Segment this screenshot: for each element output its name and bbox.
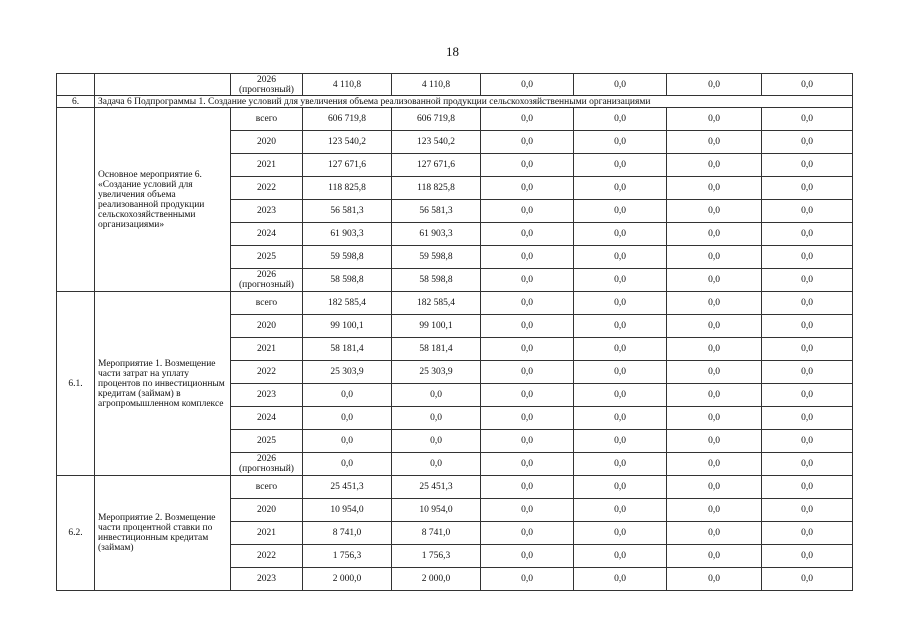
year-cell: 2021: [231, 154, 303, 177]
value-cell: 4 110,8: [303, 74, 392, 96]
year-cell: 2025: [231, 246, 303, 269]
value-cell: 0,0: [667, 131, 762, 154]
value-cell: 0,0: [667, 292, 762, 315]
value-cell: 0,0: [667, 315, 762, 338]
value-cell: 0,0: [574, 223, 667, 246]
year-cell: 2025: [231, 430, 303, 453]
value-cell: 0,0: [481, 200, 574, 223]
value-cell: 0,0: [762, 361, 853, 384]
value-cell: 0,0: [762, 430, 853, 453]
value-cell: 0,0: [762, 292, 853, 315]
year-cell: 2020: [231, 499, 303, 522]
value-cell: 0,0: [762, 131, 853, 154]
year-cell: 2021: [231, 338, 303, 361]
value-cell: 0,0: [574, 74, 667, 96]
value-cell: 0,0: [574, 200, 667, 223]
value-cell: 0,0: [574, 154, 667, 177]
value-cell: 0,0: [667, 177, 762, 200]
value-cell: 59 598,8: [392, 246, 481, 269]
value-cell: 10 954,0: [303, 499, 392, 522]
value-cell: 0,0: [574, 407, 667, 430]
value-cell: 61 903,3: [303, 223, 392, 246]
value-cell: 0,0: [481, 131, 574, 154]
task-number-cell: 6.: [57, 96, 95, 108]
value-cell: 10 954,0: [392, 499, 481, 522]
value-cell: 0,0: [481, 177, 574, 200]
value-cell: 0,0: [762, 338, 853, 361]
value-cell: 59 598,8: [303, 246, 392, 269]
task-title-cell: Задача 6 Подпрограммы 1. Создание условий для увеличения объема реализованной продукции сельскохозяйственными организациями: [95, 96, 853, 108]
value-cell: 1 756,3: [392, 545, 481, 568]
year-cell: 2022: [231, 545, 303, 568]
value-cell: 0,0: [667, 568, 762, 591]
value-cell: 0,0: [392, 407, 481, 430]
value-cell: 0,0: [481, 338, 574, 361]
value-cell: 0,0: [762, 522, 853, 545]
value-cell: 0,0: [481, 499, 574, 522]
value-cell: 4 110,8: [392, 74, 481, 96]
value-cell: 0,0: [574, 568, 667, 591]
value-cell: 0,0: [481, 154, 574, 177]
value-cell: 56 581,3: [392, 200, 481, 223]
value-cell: 0,0: [574, 315, 667, 338]
value-cell: 0,0: [574, 338, 667, 361]
value-cell: 0,0: [392, 430, 481, 453]
value-cell: 123 540,2: [303, 131, 392, 154]
value-cell: 0,0: [667, 430, 762, 453]
year-cell: 2022: [231, 177, 303, 200]
value-cell: 0,0: [303, 407, 392, 430]
value-cell: 0,0: [481, 361, 574, 384]
value-cell: 0,0: [762, 74, 853, 96]
value-cell: 0,0: [481, 269, 574, 292]
name-cell: [95, 74, 231, 96]
value-cell: 0,0: [481, 545, 574, 568]
page-number: 18: [446, 44, 459, 59]
value-cell: 2 000,0: [303, 568, 392, 591]
value-cell: 0,0: [667, 74, 762, 96]
number-cell: [57, 74, 95, 96]
year-cell: 2023: [231, 200, 303, 223]
value-cell: 0,0: [667, 476, 762, 499]
value-cell: 0,0: [574, 430, 667, 453]
value-cell: 99 100,1: [303, 315, 392, 338]
value-cell: 0,0: [481, 246, 574, 269]
value-cell: 0,0: [481, 522, 574, 545]
value-cell: 8 741,0: [392, 522, 481, 545]
value-cell: 0,0: [574, 545, 667, 568]
value-cell: 0,0: [667, 246, 762, 269]
value-cell: 99 100,1: [392, 315, 481, 338]
value-cell: 127 671,6: [392, 154, 481, 177]
value-cell: 118 825,8: [303, 177, 392, 200]
value-cell: 0,0: [762, 200, 853, 223]
value-cell: 0,0: [667, 108, 762, 131]
value-cell: 0,0: [303, 384, 392, 407]
value-cell: 0,0: [574, 476, 667, 499]
value-cell: 8 741,0: [303, 522, 392, 545]
value-cell: 0,0: [481, 568, 574, 591]
value-cell: 0,0: [762, 223, 853, 246]
table-row: [57, 96, 853, 108]
value-cell: 0,0: [574, 361, 667, 384]
value-cell: 123 540,2: [392, 131, 481, 154]
value-cell: 0,0: [481, 476, 574, 499]
value-cell: 25 451,3: [303, 476, 392, 499]
value-cell: 0,0: [392, 384, 481, 407]
item-number-cell: 6.2.: [57, 476, 95, 591]
budget-table: [56, 73, 853, 591]
value-cell: 0,0: [574, 177, 667, 200]
table-row: [57, 74, 853, 96]
table-row: [57, 108, 853, 131]
value-cell: 0,0: [481, 453, 574, 476]
value-cell: 0,0: [574, 131, 667, 154]
value-cell: 0,0: [303, 453, 392, 476]
value-cell: 0,0: [762, 315, 853, 338]
value-cell: 0,0: [667, 269, 762, 292]
year-cell: всего: [231, 476, 303, 499]
year-cell: 2024: [231, 407, 303, 430]
year-cell: 2021: [231, 522, 303, 545]
value-cell: 127 671,6: [303, 154, 392, 177]
value-cell: 0,0: [667, 338, 762, 361]
value-cell: 0,0: [762, 269, 853, 292]
value-cell: 0,0: [762, 407, 853, 430]
value-cell: 0,0: [667, 499, 762, 522]
value-cell: 0,0: [667, 522, 762, 545]
value-cell: 0,0: [574, 108, 667, 131]
value-cell: 0,0: [667, 545, 762, 568]
value-cell: 0,0: [667, 453, 762, 476]
value-cell: 182 585,4: [392, 292, 481, 315]
value-cell: 182 585,4: [303, 292, 392, 315]
value-cell: 606 719,8: [392, 108, 481, 131]
value-cell: 0,0: [392, 453, 481, 476]
item-name-cell: Основное мероприятие 6. «Создание условий для увеличения объема реализованной продукции сельскохозяйственными организациями»: [95, 108, 231, 292]
value-cell: 0,0: [481, 223, 574, 246]
year-cell: 2026 (прогнозный): [231, 453, 303, 476]
value-cell: 0,0: [667, 361, 762, 384]
year-cell: 2024: [231, 223, 303, 246]
value-cell: 25 303,9: [392, 361, 481, 384]
value-cell: 61 903,3: [392, 223, 481, 246]
year-cell: 2020: [231, 315, 303, 338]
value-cell: 0,0: [574, 522, 667, 545]
value-cell: 0,0: [667, 407, 762, 430]
table-row: [57, 476, 853, 499]
year-cell: всего: [231, 292, 303, 315]
year-cell: 2023: [231, 568, 303, 591]
item-number-cell: 6.1.: [57, 292, 95, 476]
value-cell: 0,0: [481, 74, 574, 96]
value-cell: 0,0: [762, 154, 853, 177]
value-cell: 0,0: [481, 292, 574, 315]
item-number-cell: [57, 108, 95, 292]
value-cell: 0,0: [481, 315, 574, 338]
value-cell: 1 756,3: [303, 545, 392, 568]
value-cell: 0,0: [574, 453, 667, 476]
year-cell: 2026 (прогнозный): [231, 269, 303, 292]
value-cell: 0,0: [762, 108, 853, 131]
value-cell: 0,0: [574, 384, 667, 407]
value-cell: 0,0: [303, 430, 392, 453]
value-cell: 0,0: [481, 384, 574, 407]
value-cell: 0,0: [667, 200, 762, 223]
value-cell: 0,0: [574, 246, 667, 269]
year-cell: 2022: [231, 361, 303, 384]
item-name-cell: Мероприятие 1. Возмещение части затрат на уплату процентов по инвестиционным кредитам (займам) в агропромышленном комплексе: [95, 292, 231, 476]
value-cell: 2 000,0: [392, 568, 481, 591]
value-cell: 0,0: [481, 430, 574, 453]
value-cell: 0,0: [481, 407, 574, 430]
value-cell: 0,0: [574, 499, 667, 522]
item-name-cell: Мероприятие 2. Возмещение части процентной ставки по инвестиционным кредитам (займам): [95, 476, 231, 591]
year-cell: 2023: [231, 384, 303, 407]
value-cell: 0,0: [762, 499, 853, 522]
value-cell: 0,0: [667, 223, 762, 246]
value-cell: 0,0: [667, 154, 762, 177]
value-cell: 25 451,3: [392, 476, 481, 499]
value-cell: 0,0: [762, 384, 853, 407]
value-cell: 0,0: [762, 246, 853, 269]
value-cell: 606 719,8: [303, 108, 392, 131]
value-cell: 0,0: [762, 476, 853, 499]
value-cell: 58 181,4: [392, 338, 481, 361]
table-row: [57, 292, 853, 315]
value-cell: 58 598,8: [303, 269, 392, 292]
year-cell: всего: [231, 108, 303, 131]
value-cell: 0,0: [762, 177, 853, 200]
value-cell: 0,0: [574, 269, 667, 292]
value-cell: 58 598,8: [392, 269, 481, 292]
value-cell: 0,0: [762, 568, 853, 591]
value-cell: 56 581,3: [303, 200, 392, 223]
year-cell: 2026 (прогнозный): [231, 74, 303, 96]
value-cell: 0,0: [481, 108, 574, 131]
value-cell: 58 181,4: [303, 338, 392, 361]
value-cell: 118 825,8: [392, 177, 481, 200]
value-cell: 0,0: [574, 292, 667, 315]
value-cell: 0,0: [667, 384, 762, 407]
value-cell: 25 303,9: [303, 361, 392, 384]
value-cell: 0,0: [762, 545, 853, 568]
year-cell: 2020: [231, 131, 303, 154]
value-cell: 0,0: [762, 453, 853, 476]
